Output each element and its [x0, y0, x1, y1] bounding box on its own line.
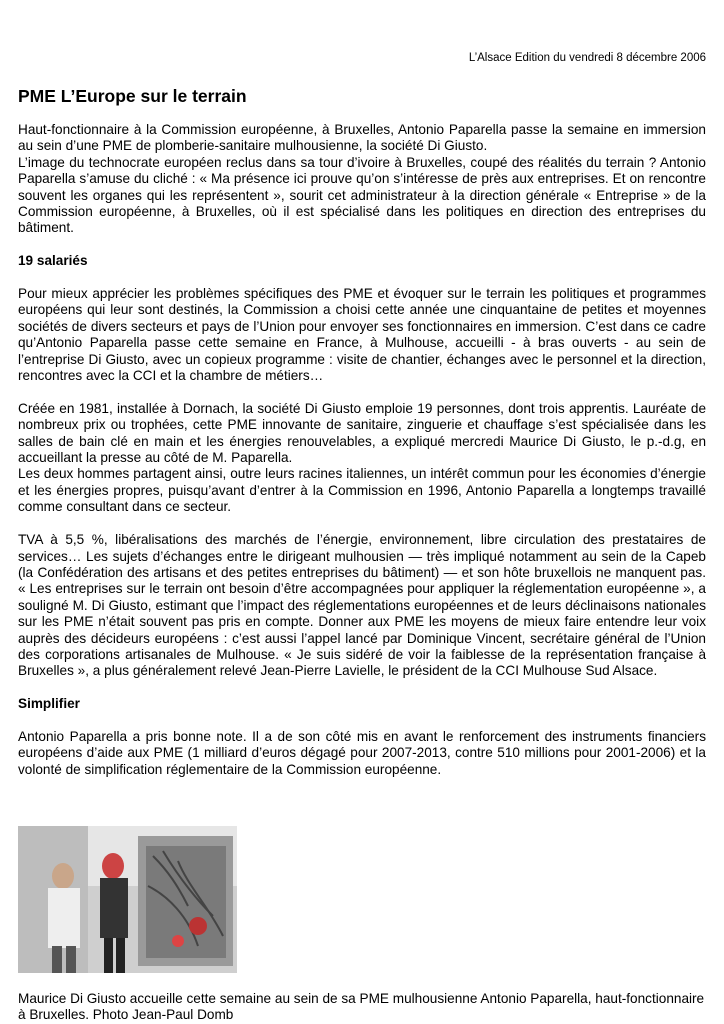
intro-line-2: L’image du technocrate européen reclus dans sa tour d’ivoire à Bruxelles, coupé des réalités du terrain ? Antonio Paparella s’amuse du cliché : « Ma présence ici prouve qu’on s’intéresse de près aux entreprises. Et on rencontre souvent les organes qui les représentent », sourit cet administrateur à la direction générale « Entreprise » de la Commission européenne, à Bruxelles, où il est spécialisé dans les politiques en direction des entreprises du bâtiment.: [18, 154, 706, 236]
photo-caption: Maurice Di Giusto accueille cette semaine au sein de sa PME mulhousienne Antonio Paparella, haut-fonctionnaire à Bruxelles. Photo Jean-Paul Domb: [18, 991, 705, 1023]
section2-paragraph-1: Antonio Paparella a pris bonne note. Il a de son côté mis en avant le renforcement des instruments financiers européens d’aide aux PME (1 milliard d’euros dégagé pour 2007-2013, contre 510 millions pour 2001-2006) et la volonté de simplification réglementaire de la Commission européenne.: [18, 728, 706, 777]
section1-paragraph-3: TVA à 5,5 %, libéralisations des marchés de l’énergie, environnement, libre circulation des prestataires de services… Les sujets d’échanges entre le dirigeant mulhousien — très impliqué notamment au sein de la Capeb (la Confédération des artisans et des petites entreprises du bâtiment) — et son hôte bruxellois ne manquent pas. « Les entreprises sur le terrain ont besoin d’être accompagnées pour appliquer la réglementation européenne », a souligné M. Di Giusto, estimant que l’impact des réglementations européennes et de leurs déclinaisons nationales sur les PME n’était souvent pas pris en compte. Donner aux PME les moyens de mieux faire entendre leur voix auprès des décideurs européens : c’est aussi l’appel lancé par Dominique Vincent, secrétaire général de l’Union des corporations artisanales de Mulhouse. « Je suis sidéré de voir la faiblesse de la représentation française à Bruxelles », a plus généralement relevé Jean-Pierre Lavielle, le président de la CCI Mulhouse Sud Alsace.: [18, 532, 706, 679]
article-title: PME L’Europe sur le terrain: [18, 86, 247, 106]
section1-paragraph-2-part-1: Créée en 1981, installée à Dornach, la société Di Giusto emploie 19 personnes, dont trois apprentis. Lauréate de nombreux prix ou trophées, cette PME innovante de sanitaire, zinguerie et chauffage s’est spécialisée dans les salles de bain clé en main et les énergies renouvelables, a expliqué mercredi Maurice Di Giusto, le p.-d.g, en accueillant la presse au côté de M. Paparella.: [18, 400, 706, 466]
section-heading-simplifier: Simplifier: [18, 696, 80, 712]
section1-paragraph-1: Pour mieux apprécier les problèmes spécifiques des PME et évoquer sur le terrain les politiques et programmes européens qui leur sont destinés, la Commission a choisi cette année une cinquantaine de petites et moyennes sociétés de divers secteurs et pays de l’Union pour envoyer ses fonctionnaires en immersion. C’est dans ce cadre qu’Antonio Paparella passe cette semaine en France, à Mulhouse, accueilli - à bras ouverts - au sein de l’entreprise Di Giusto, avec un copieux programme : visite de chantier, échanges avec le personnel et la direction, rencontres avec la CCI et la chambre de métiers…: [18, 286, 706, 384]
section1-paragraph-2: [18, 401, 706, 516]
section-heading-salaries: 19 salariés: [18, 253, 88, 269]
intro-line-1: Haut-fonctionnaire à la Commission européenne, à Bruxelles, Antonio Paparella passe la semaine en immersion au sein d’une PME de plomberie-sanitaire mulhousienne, la société Di Giusto.: [18, 122, 706, 154]
intro-paragraph: [18, 122, 706, 237]
article-body: [18, 122, 706, 795]
photo-image: [18, 826, 237, 973]
section1-paragraph-2-part-2: Les deux hommes partagent ainsi, outre leurs racines italiennes, un intérêt commun pour les économies d’énergie et les énergies propres, puisqu’avant d’entrer à la Commission en 1996, Antonio Paparella a longtemps travaillé comme consultant dans ce secteur.: [18, 466, 706, 515]
article-photo: [18, 826, 237, 973]
publication-source: L’Alsace Edition du vendredi 8 décembre 2006: [468, 52, 706, 64]
